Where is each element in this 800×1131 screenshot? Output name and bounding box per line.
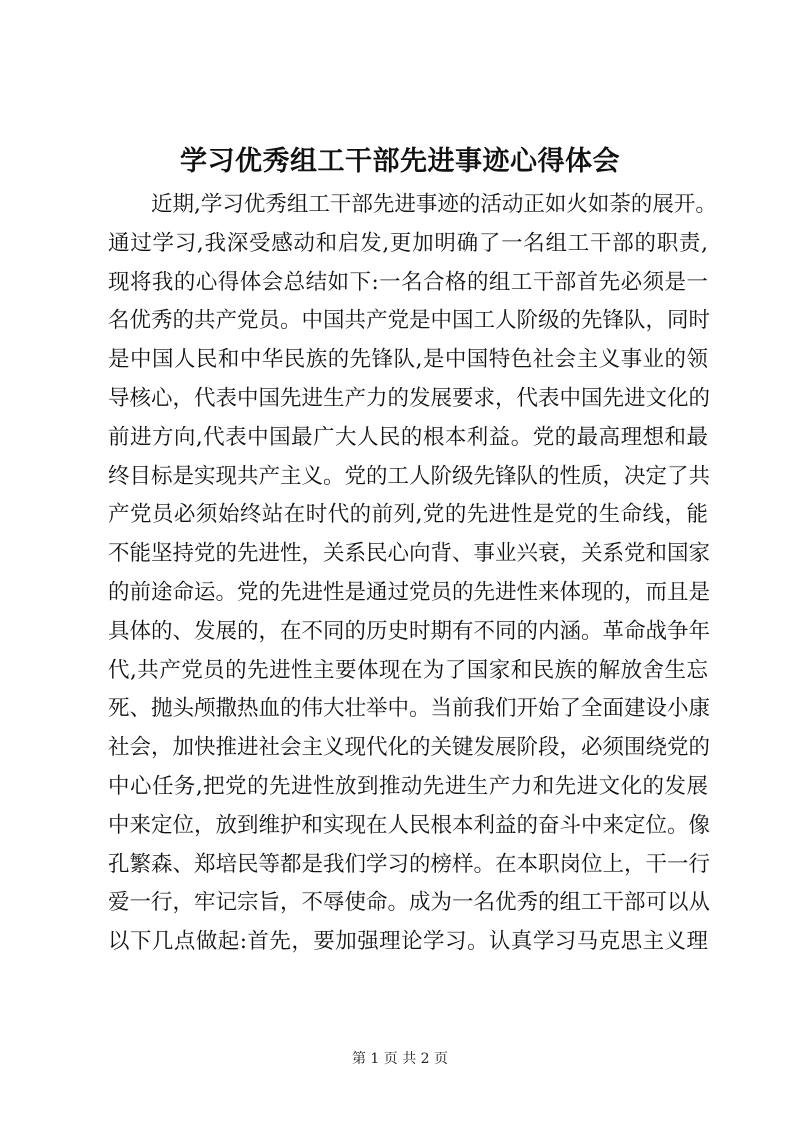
text-line: 的前途命运。党的先进性是通过党员的先进性来体现的，而且是 bbox=[108, 579, 711, 605]
text-line: 社会，加快推进社会主义现代化的关键发展阶段，必须围绕党的 bbox=[108, 735, 711, 761]
body-paragraph bbox=[108, 186, 717, 962]
text-line: 孔繁森、郑培民等都是我们学习的榜样。在本职岗位上，干一行 bbox=[108, 851, 711, 877]
text-line: 是中国人民和中华民族的先锋队,是中国特色社会主义事业的领 bbox=[108, 347, 708, 373]
text-line: 近期,学习优秀组工干部先进事迹的活动正如火如荼的展开。 bbox=[151, 192, 717, 217]
text-line: 产党员必须始终站在时代的前列,党的先进性是党的生命线，能 bbox=[108, 502, 708, 528]
page-footer: 第 1 页 共 2 页 bbox=[351, 1051, 449, 1067]
text-line: 具体的、发展的，在不同的历史时期有不同的内涵。革命战争年 bbox=[108, 618, 711, 644]
text-line: 通过学习,我深受感动和启发,更加明确了一名组工干部的职责, bbox=[108, 230, 708, 256]
text-line: 代,共产党员的先进性主要体现在为了国家和民族的解放舍生忘 bbox=[108, 657, 708, 683]
text-line: 现将我的心得体会总结如下:一名合格的组工干部首先必须是一 bbox=[108, 269, 708, 295]
text-line: 不能坚持党的先进性，关系民心向背、事业兴衰，关系党和国家 bbox=[108, 541, 711, 567]
text-line: 中心任务,把党的先进性放到推动先进生产力和先进文化的发展 bbox=[108, 773, 708, 799]
text-line: 前进方向,代表中国最广大人民的根本利益。党的最高理想和最 bbox=[108, 424, 708, 450]
text-line: 终目标是实现共产主义。党的工人阶级先锋队的性质，决定了共 bbox=[108, 463, 711, 489]
text-line: 中来定位，放到维护和实现在人民根本利益的奋斗中来定位。像 bbox=[108, 812, 711, 838]
text-line: 死、抛头颅撒热血的伟大壮举中。当前我们开始了全面建设小康 bbox=[108, 696, 711, 722]
text-line: 名优秀的共产党员。中国共产党是中国工人阶级的先锋队，同时 bbox=[108, 308, 711, 334]
text-line: 爱一行，牢记宗旨，不辱使命。成为一名优秀的组工干部可以从 bbox=[108, 890, 711, 916]
text-line: 导核心，代表中国先进生产力的发展要求，代表中国先进文化的 bbox=[108, 385, 711, 411]
text-line: 以下几点做起:首先，要加强理论学习。认真学习马克思主义理 bbox=[108, 929, 708, 955]
document-title: 学习优秀组工干部先进事迹心得体会 bbox=[180, 146, 620, 177]
